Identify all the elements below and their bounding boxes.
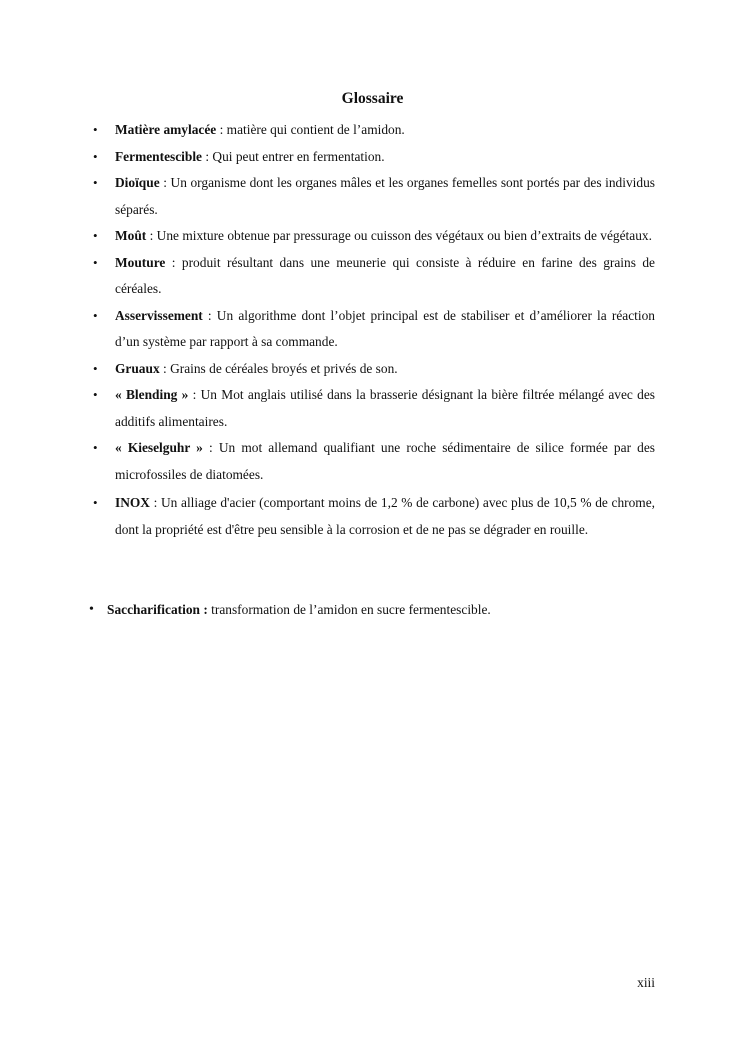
glossary-definition: : Grains de céréales broyés et privés de son.	[159, 360, 398, 376]
glossary-definition: : Un organisme dont les organes mâles et les organes femelles sont portés par des individus séparés.	[115, 175, 655, 217]
glossary-entry	[93, 250, 655, 303]
glossary-term: Asservissement	[115, 307, 203, 323]
bullet-icon: •	[93, 122, 98, 137]
bullet-icon: •	[89, 602, 94, 617]
glossary-term: Matière amylacée	[115, 122, 217, 137]
glossary-definition: : Qui peut entrer en fermentation.	[202, 148, 385, 164]
glossary-entry	[93, 223, 655, 250]
glossary-entry	[93, 356, 655, 383]
bullet-icon: •	[93, 175, 98, 190]
glossary-entry	[93, 303, 655, 356]
page-title: Glossaire	[341, 90, 404, 107]
glossary-entry-last	[89, 597, 667, 623]
bullet-icon: •	[93, 387, 98, 402]
glossary-definition: : produit résultant dans une meunerie qui consiste à réduire en farine des grains de céréales.	[115, 254, 655, 296]
glossary-definition: : Un Mot anglais utilisé dans la brasserie désignant la bière filtrée mélangé avec des additifs alimentaires.	[115, 387, 655, 429]
glossary-definition: : matière qui contient de l’amidon.	[216, 122, 405, 137]
glossary-entry	[93, 144, 655, 171]
bullet-icon: •	[93, 440, 98, 455]
bullet-icon: •	[93, 307, 98, 323]
glossary-definition: : Un mot allemand qualifiant une roche sédimentaire de silice formée par des microfossiles de diatomées.	[115, 440, 655, 482]
glossary-term: Moût	[115, 228, 147, 243]
glossary-list	[93, 117, 655, 543]
page-number: xiii	[637, 975, 655, 990]
bullet-icon: •	[93, 360, 98, 376]
glossary-definition: transformation de l’amidon en sucre fermentescible.	[207, 602, 491, 617]
glossary-term: Fermentescible	[115, 148, 202, 164]
glossary-term: Saccharification :	[107, 602, 208, 617]
glossary-term: INOX	[115, 495, 150, 510]
glossary-entry	[93, 382, 655, 435]
glossary-term: Gruaux	[115, 360, 160, 376]
glossary-entry	[93, 490, 655, 543]
glossary-definition: : Un algorithme dont l’objet principal est de stabiliser et d’améliorer la réaction d’un système par rapport à sa commande.	[115, 307, 655, 349]
glossary-entry	[93, 170, 655, 223]
glossary-term: « Blending »	[115, 387, 189, 402]
bullet-icon: •	[93, 495, 98, 510]
glossary-entry	[93, 435, 655, 488]
glossary-term: Mouture	[115, 254, 166, 270]
bullet-icon: •	[93, 254, 98, 270]
glossary-term: Dioïque	[115, 175, 160, 190]
glossary-entry	[93, 117, 655, 144]
bullet-icon: •	[93, 228, 98, 243]
glossary-definition: : Une mixture obtenue par pressurage ou cuisson des végétaux ou bien d’extraits de végétaux.	[146, 228, 652, 243]
bullet-icon: •	[93, 148, 98, 164]
glossary-definition: : Un alliage d'acier (comportant moins de 1,2 % de carbone) avec plus de 10,5 % de chrome, dont la propriété est d'être peu sensible à la corrosion et de ne pas se dégrader en rouille.	[115, 495, 655, 537]
glossary-term: « Kieselguhr »	[115, 440, 203, 455]
